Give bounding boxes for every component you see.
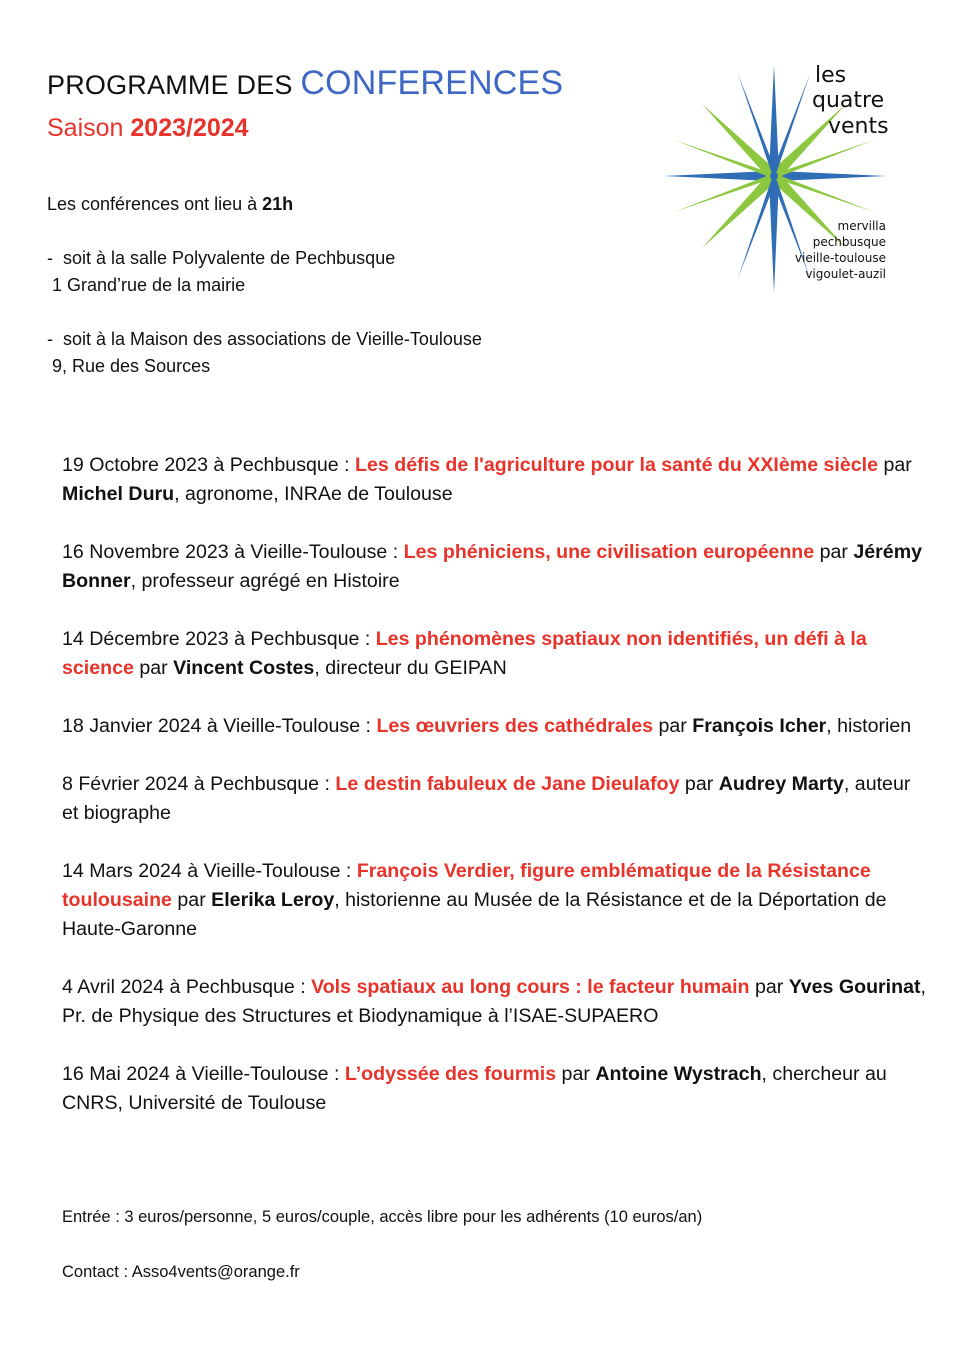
- event-role: , professeur agrégé en Histoire: [130, 570, 400, 592]
- event-title: Les défis de l'agriculture pour la santé du XXIème siècle: [355, 454, 879, 476]
- event-date-place: 19 Octobre 2023 à Pechbusque :: [62, 454, 356, 476]
- event-role: , Pr. de Physique des Structures et Biodynamique à l’ISAE-SUPAERO: [62, 976, 926, 1027]
- event-par: par: [679, 773, 719, 795]
- event-title: Les phénomènes spatiaux non identifiés, un défi à la science: [62, 628, 867, 679]
- event-speaker: Jérémy Bonner: [62, 541, 923, 592]
- event-speaker: Michel Duru: [62, 483, 175, 505]
- venue1-line2: 1 Grand’rue de la mairie: [47, 275, 246, 295]
- event-item: [62, 1060, 932, 1118]
- event-par: par: [653, 715, 693, 737]
- season-year: 2023/2024: [130, 114, 249, 142]
- logo-line1: les: [815, 63, 847, 88]
- event-list: [62, 451, 932, 1147]
- event-item: [62, 712, 932, 741]
- event-par: par: [749, 976, 789, 998]
- event-item: [62, 770, 932, 828]
- logo-village-1: mervilla: [837, 219, 886, 233]
- event-speaker: Audrey Marty: [718, 773, 844, 795]
- event-item: [62, 625, 932, 683]
- event-date-place: 16 Novembre 2023 à Vieille-Toulouse :: [62, 541, 404, 563]
- event-speaker: Antoine Wystrach: [595, 1063, 762, 1085]
- venue1-line1: - soit à la salle Polyvalente de Pechbusque: [47, 248, 396, 268]
- event-role: , agronome, INRAe de Toulouse: [174, 483, 453, 505]
- event-speaker: Vincent Costes: [173, 657, 315, 679]
- event-title: L’odyssée des fourmis: [344, 1063, 557, 1085]
- venue-info: [47, 191, 647, 380]
- time-value: 21h: [262, 194, 294, 214]
- logo-line2: quatre: [812, 88, 885, 113]
- event-speaker: François Icher: [692, 715, 827, 737]
- association-logo: [662, 62, 902, 296]
- event-date-place: 8 Février 2024 à Pechbusque :: [62, 773, 336, 795]
- logo-village-2: pechbusque: [812, 235, 886, 249]
- event-role: , chercheur au CNRS, Université de Toulouse: [62, 1063, 887, 1114]
- event-role: , historienne au Musée de la Résistance et de la Déportation de Haute-Garonne: [62, 889, 887, 940]
- event-item: [62, 973, 932, 1031]
- event-title: Vols spatiaux au long cours : le facteur humain: [311, 976, 750, 998]
- event-speaker: Yves Gourinat: [788, 976, 921, 998]
- season-label: Saison: [47, 114, 131, 142]
- event-item: [62, 538, 932, 596]
- event-date-place: 18 Janvier 2024 à Vieille-Toulouse :: [62, 715, 377, 737]
- event-role: , historien: [826, 715, 912, 737]
- event-date-place: 14 Mars 2024 à Vieille-Toulouse :: [62, 860, 357, 882]
- event-date-place: 14 Décembre 2023 à Pechbusque :: [62, 628, 376, 650]
- time-prefix: Les conférences ont lieu à: [47, 194, 263, 214]
- logo-village-4: vigoulet-auzil: [805, 267, 886, 281]
- venue2-line1: - soit à la Maison des associations de Vieille-Toulouse: [47, 329, 482, 349]
- event-par: par: [556, 1063, 596, 1085]
- event-title: François Verdier, figure emblématique de la Résistance toulousaine: [62, 860, 871, 911]
- event-title: Les phéniciens, une civilisation européenne: [403, 541, 815, 563]
- event-speaker: Elerika Leroy: [211, 889, 335, 911]
- venue2-line2: 9, Rue des Sources: [47, 356, 211, 376]
- logo-village-3: vieille-toulouse: [794, 251, 886, 265]
- event-par: par: [171, 889, 212, 911]
- title-prefix: PROGRAMME DES: [47, 70, 301, 100]
- page-title: [47, 64, 563, 103]
- time-line: [47, 191, 647, 218]
- event-item: [62, 451, 932, 509]
- event-title: Le destin fabuleux de Jane Dieulafoy: [335, 773, 680, 795]
- event-date-place: 16 Mai 2024 à Vieille-Toulouse :: [62, 1063, 345, 1085]
- season-line: [47, 114, 249, 143]
- event-role: , directeur du GEIPAN: [314, 657, 507, 679]
- contact-line: Contact : Asso4vents@orange.fr: [62, 1263, 300, 1281]
- event-role: , auteur et biographe: [62, 773, 911, 824]
- logo-line3: vents: [828, 114, 889, 139]
- event-par: par: [133, 657, 174, 679]
- entry-fee: Entrée : 3 euros/personne, 5 euros/couple, accès libre pour les adhérents (10 euros/an): [62, 1208, 703, 1226]
- event-item: [62, 857, 932, 944]
- event-par: par: [814, 541, 854, 563]
- title-accent: CONFERENCES: [300, 64, 564, 102]
- event-date-place: 4 Avril 2024 à Pechbusque :: [62, 976, 312, 998]
- event-title: Les œuvriers des cathédrales: [376, 715, 654, 737]
- event-par: par: [878, 454, 912, 476]
